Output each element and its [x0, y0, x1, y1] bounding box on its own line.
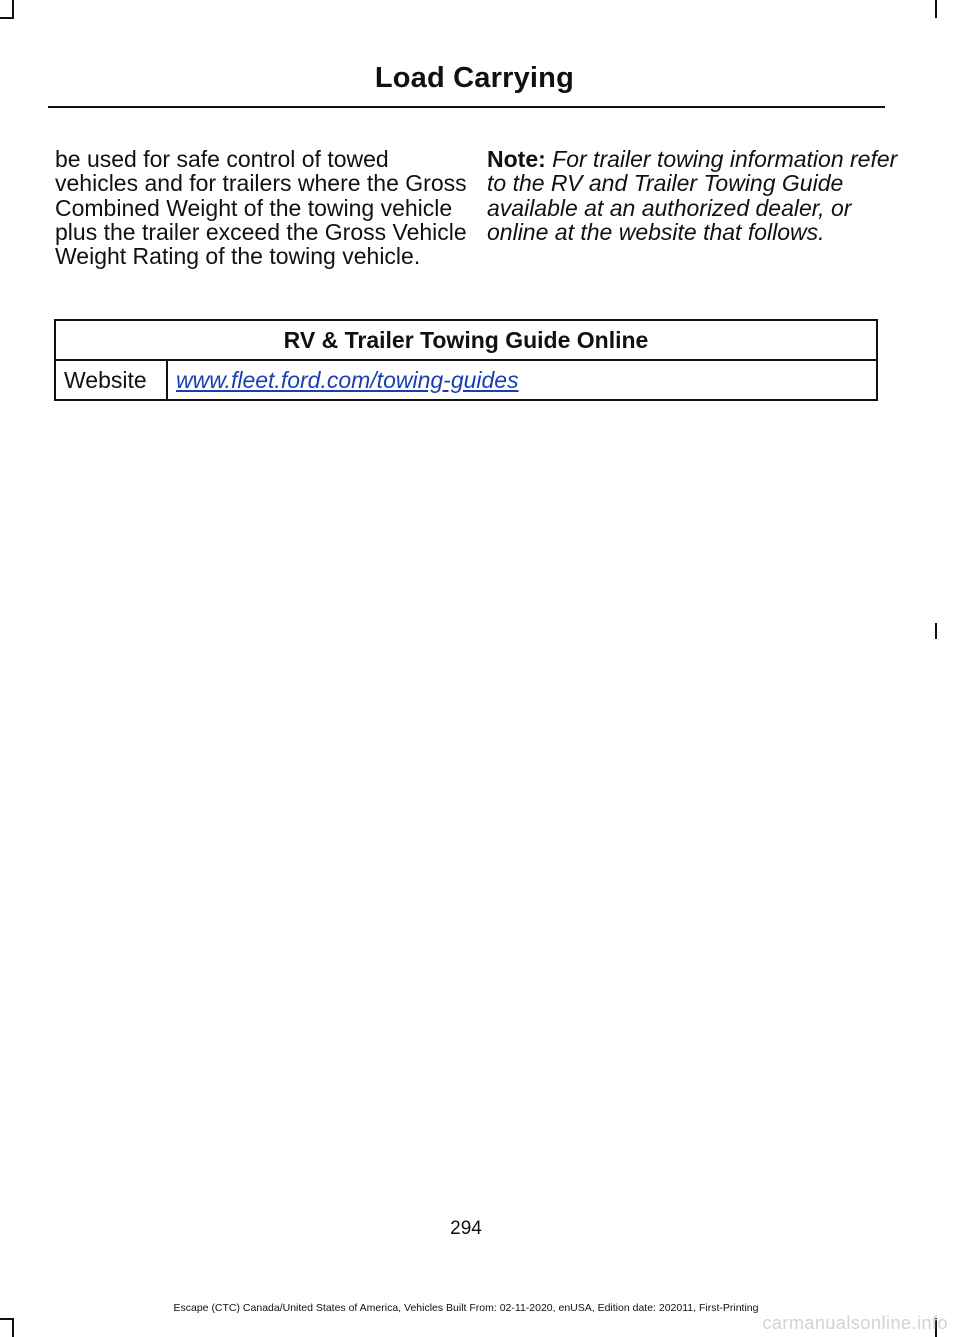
crop-mark-top-left-vertical — [12, 0, 14, 18]
towing-guides-link[interactable]: www.fleet.ford.com/towing-guides — [176, 366, 519, 393]
header-rule — [48, 106, 885, 108]
watermark: carmanualsonline.info — [762, 1313, 948, 1333]
page-number: 294 — [450, 1218, 482, 1239]
towing-guide-table — [54, 319, 878, 401]
crop-mark-bottom-left-vertical — [12, 1318, 14, 1337]
crop-mark-top-right-vertical — [935, 0, 937, 18]
crop-mark-top-left-horizontal — [0, 17, 14, 19]
footer-edition-text: Escape (CTC) Canada/United States of America, Vehicles Built From: 02-11-2020, enUSA, Edition date: 202011, First-Printing — [173, 1302, 759, 1314]
crop-mark-bottom-left-horizontal — [0, 1318, 14, 1320]
table-heading: RV & Trailer Towing Guide Online — [55, 320, 877, 360]
website-cell — [167, 360, 877, 400]
note-paragraph — [487, 147, 902, 244]
note-label: Note: — [487, 146, 546, 172]
website-label: Website — [55, 360, 167, 400]
table-header-row — [55, 320, 877, 360]
body-paragraph: be used for safe control of towed vehicles and for trailers where the Gross Combined Weight of the towing vehicle plus the trailer exceed the Gross Vehicle Weight Rating of the towing vehicle. — [55, 146, 467, 270]
note-text: For trailer towing information refer to the RV and Trailer Towing Guide available at an authorized dealer, or online at the website that follows. — [487, 146, 898, 245]
crop-mark-right-vertical — [935, 623, 937, 639]
page-title: Load Carrying — [374, 62, 574, 94]
table-row — [55, 360, 877, 400]
